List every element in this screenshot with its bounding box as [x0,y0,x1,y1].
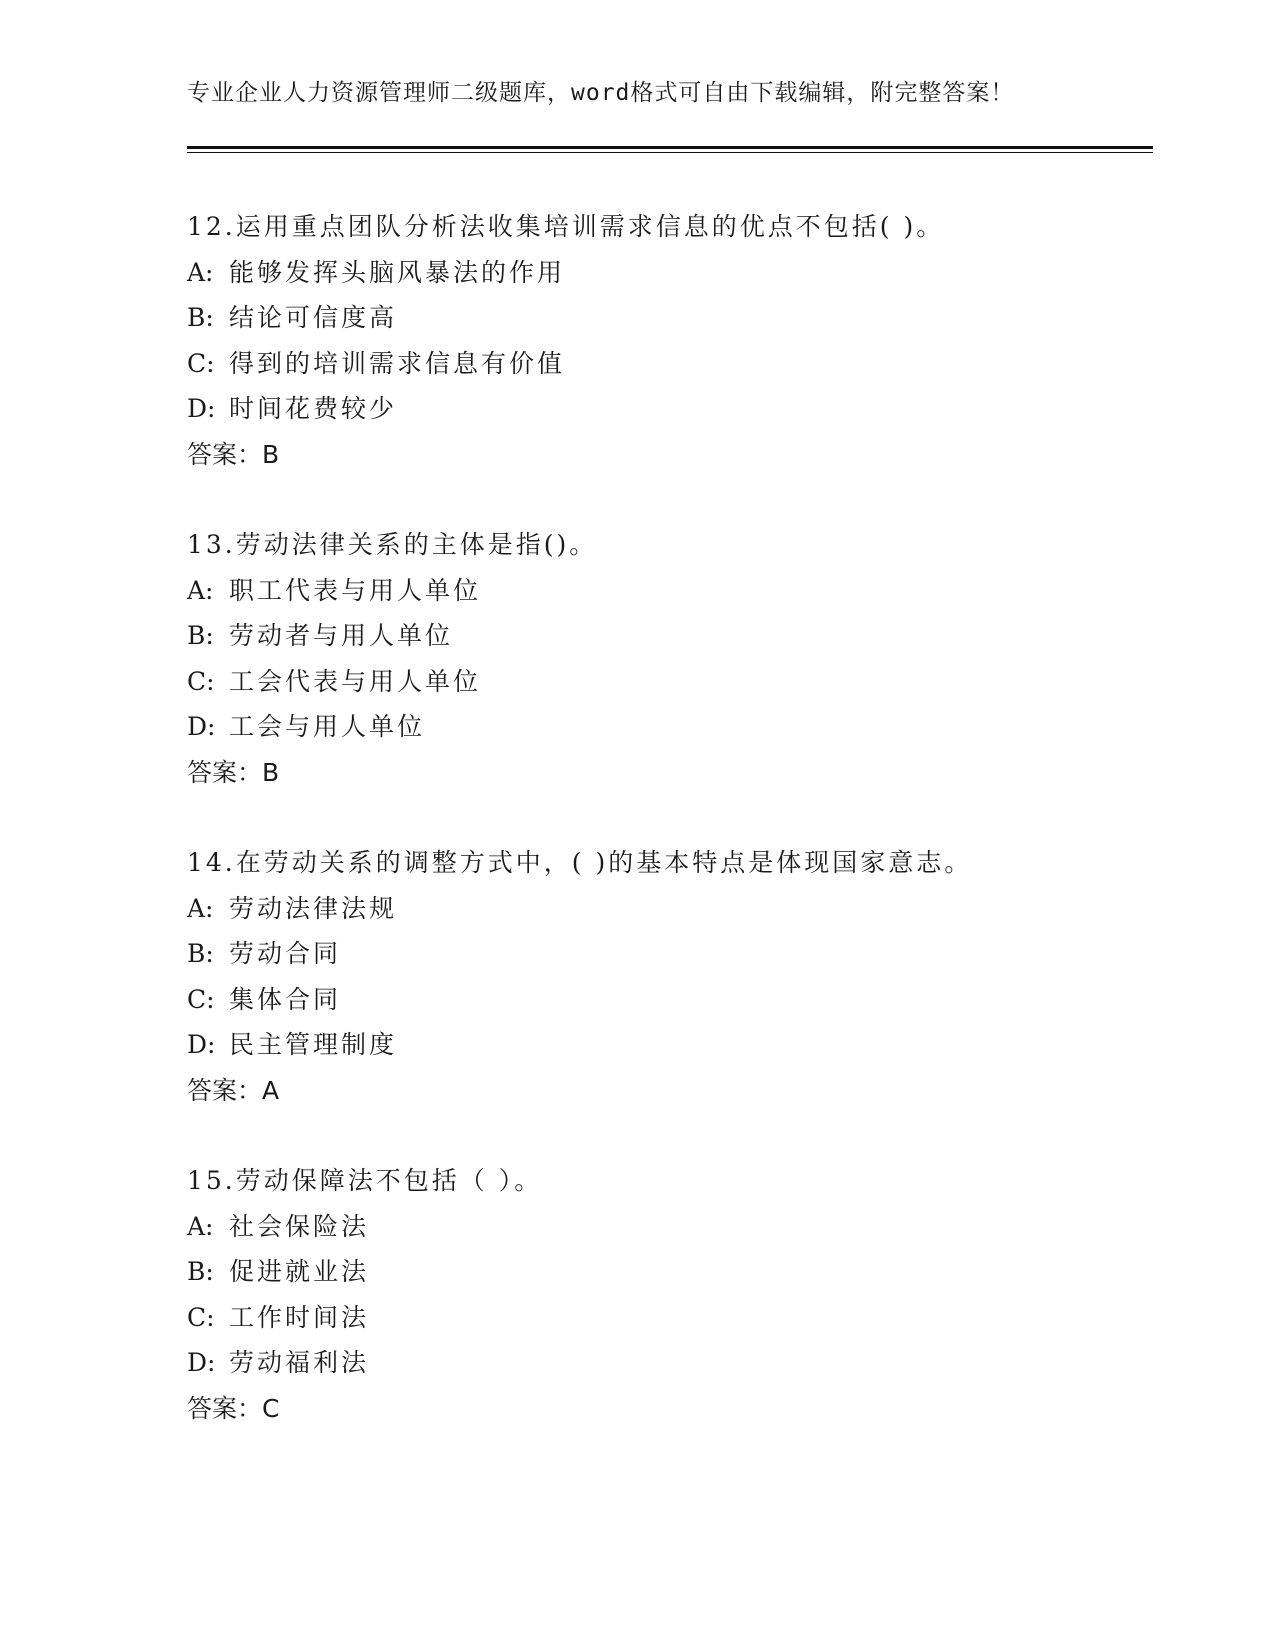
option-letter: C: [187,984,215,1014]
option-letter: D: [187,394,216,423]
option-letter: D: [187,1348,216,1377]
option-b [187,1249,1187,1295]
question-14 [187,840,1187,1113]
option-letter: B: [187,303,214,332]
option-b [187,931,1187,977]
option-letter: A: [187,257,214,287]
option-text: 工会与用人单位 [229,712,426,741]
answer-line: 答案：B [187,439,280,469]
option-a [187,886,1187,932]
option-a [187,250,1187,296]
option-d [187,1340,1187,1386]
option-text: 能够发挥头脑风暴法的作用 [229,257,566,287]
option-text: 民主管理制度 [229,1030,398,1059]
option-letter: A: [187,1211,214,1241]
header-divider-thin [187,152,1153,153]
option-text: 得到的培训需求信息有价值 [229,348,566,378]
question-12 [187,204,1187,477]
option-text: 时间花费较少 [229,394,398,423]
option-text: 劳动者与用人单位 [229,621,454,650]
page-header-text: 专业企业人力资源管理师二级题库，word格式可自由下载编辑，附完整答案！ [187,80,1015,106]
option-letter: B: [187,939,214,968]
question-stem: 12.运用重点团队分析法收集培训需求信息的优点不包括( )。 [187,212,945,241]
option-letter: A: [187,893,214,923]
question-list [187,204,1187,1476]
option-letter: C: [187,666,215,696]
option-text: 劳动法律法规 [229,893,398,923]
option-d [187,1022,1187,1068]
option-d [187,386,1187,432]
option-letter: A: [187,575,214,605]
option-text: 工作时间法 [229,1302,370,1332]
question-stem: 14.在劳动关系的调整方式中，( )的基本特点是体现国家意志。 [187,848,973,877]
option-c [187,1295,1187,1341]
option-text: 职工代表与用人单位 [229,575,482,605]
option-c [187,341,1187,387]
question-13 [187,522,1187,795]
question-15 [187,1158,1187,1431]
option-text: 结论可信度高 [229,303,398,332]
question-stem: 13.劳动法律关系的主体是指()。 [187,530,598,559]
option-d [187,704,1187,750]
option-text: 社会保险法 [229,1211,370,1241]
option-b [187,295,1187,341]
option-letter: B: [187,621,214,650]
option-c [187,977,1187,1023]
option-letter: B: [187,1257,214,1286]
answer-line: 答案：A [187,1075,280,1105]
answer-line: 答案：B [187,757,280,787]
option-text: 集体合同 [229,984,342,1014]
header-divider-thick [187,146,1153,149]
option-text: 劳动福利法 [229,1348,370,1377]
option-c [187,659,1187,705]
option-text: 劳动合同 [229,939,342,968]
option-letter: C: [187,348,215,378]
option-letter: D: [187,712,216,741]
option-b [187,613,1187,659]
option-letter: C: [187,1302,215,1332]
option-a [187,1204,1187,1250]
option-text: 促进就业法 [229,1257,370,1286]
option-letter: D: [187,1030,216,1059]
answer-line: 答案：C [187,1393,280,1423]
option-a [187,568,1187,614]
question-stem: 15.劳动保障法不包括（ ）。 [187,1166,543,1195]
option-text: 工会代表与用人单位 [229,666,482,696]
